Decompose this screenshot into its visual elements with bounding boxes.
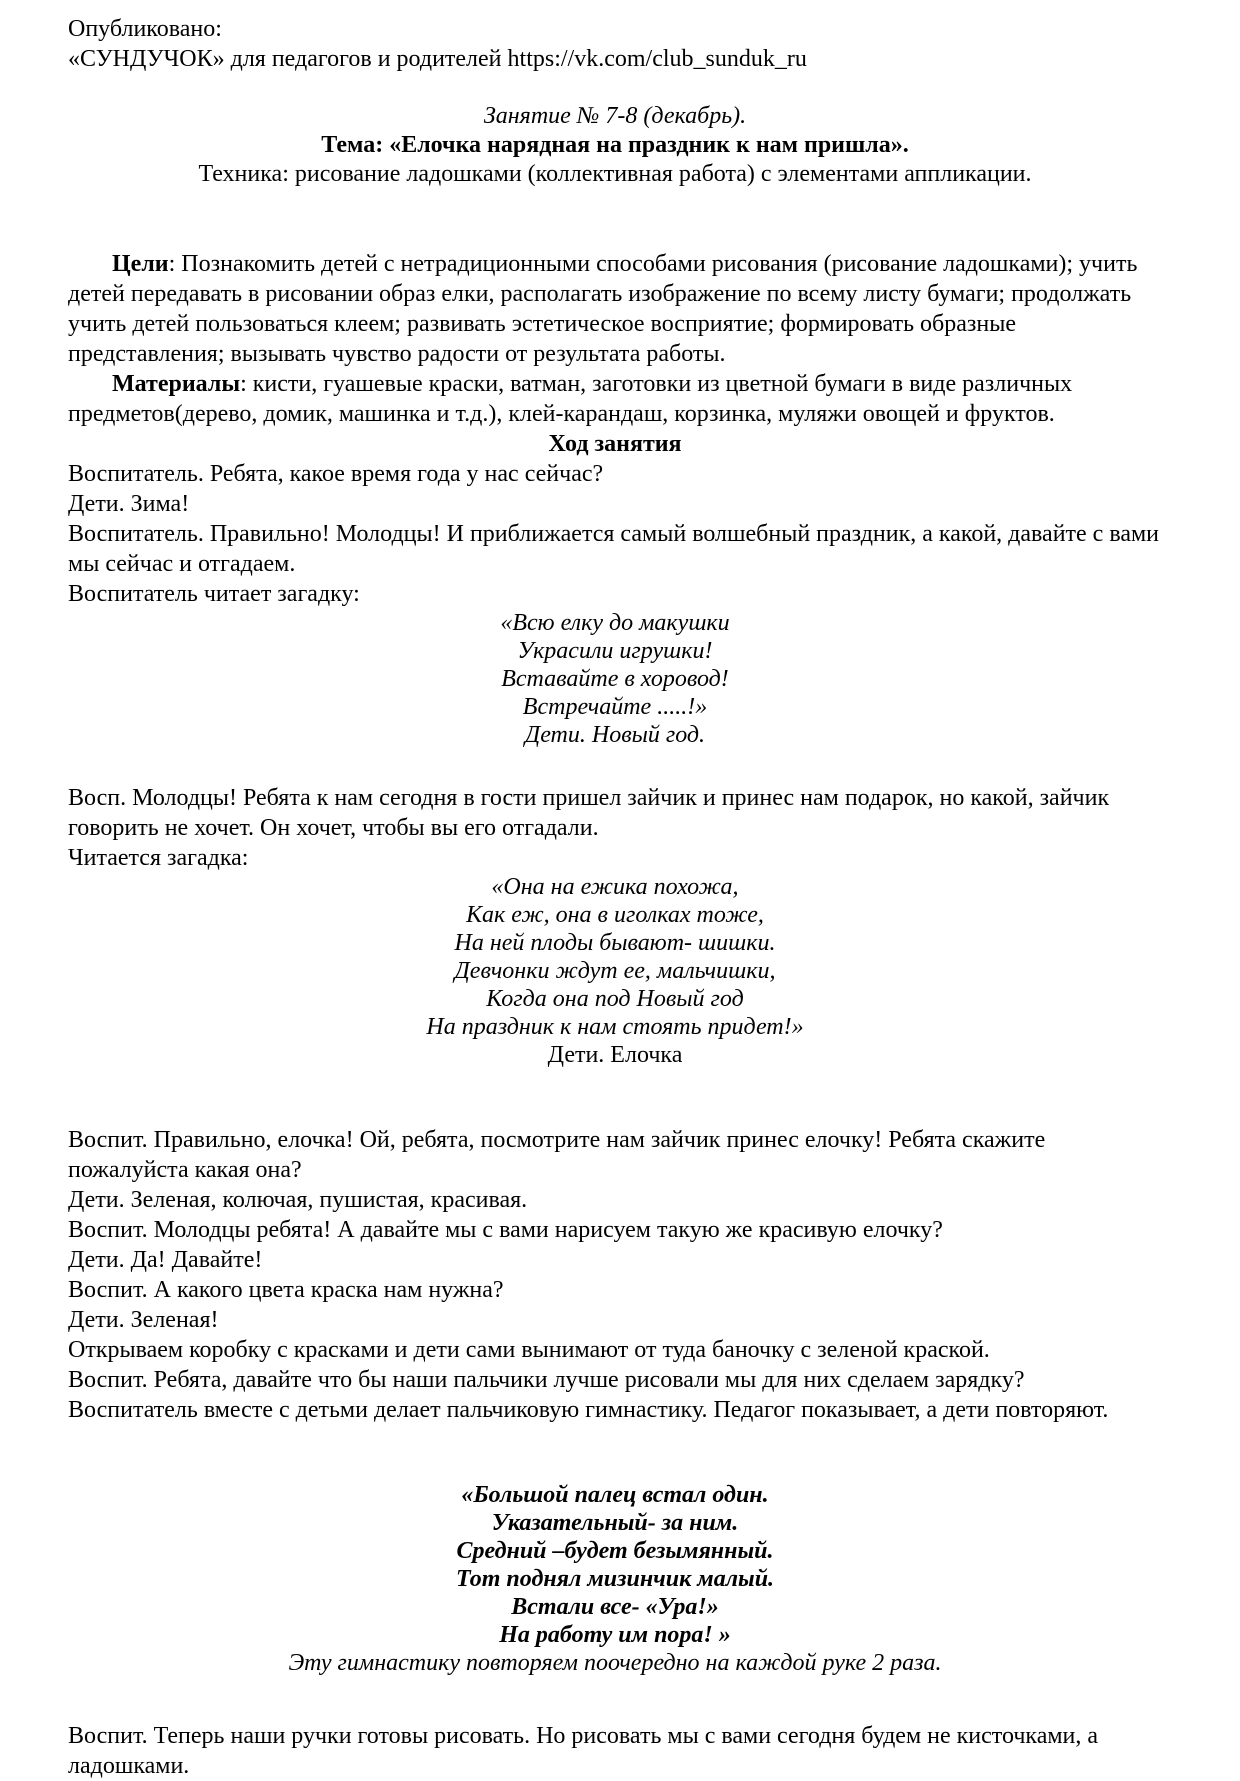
goals-label: Цели (112, 251, 169, 277)
spacer (68, 1425, 1162, 1481)
dialog-line: Воспитатель читает загадку: (68, 581, 360, 607)
dialog-line: Воспитатель вместе с детьми делает пальчиковую гимнастику. Педагог показывает, а дети повторяют. (68, 1397, 1109, 1423)
materials-text: : кисти, гуашевые краски, ватман, заготовки из цветной бумаги в виде различных предметов(дерево, домик, машинка и т.д.), клей-карандаш, корзинка, муляжи овощей и фруктов. (68, 371, 1073, 427)
dialog-line: Дети. Да! Давайте! (68, 1247, 263, 1273)
riddle-answer: Дети. Елочка (547, 1042, 683, 1068)
source-url: https://vk.com/club_sunduk_ru (507, 46, 807, 72)
goals-text: : Познакомить детей с нетрадиционными способами рисования (рисование ладошками); учить детей передавать в рисовании образ елки, располагать изображение по всему листу бумаги; продолжать учить детей пользоваться клеем; развивать эстетическое восприятие; формировать образные представления; вызывать чувство радости от результата работы. (68, 251, 1138, 367)
course-heading: Ход занятия (548, 431, 682, 457)
spacer (68, 1069, 1162, 1125)
source-prefix: «СУНДУЧОК» для педагогов и родителей (68, 46, 508, 72)
dialog-line: Открываем коробку с красками и дети сами вынимают от туда баночку с зеленой краской. (68, 1337, 990, 1363)
poem-line: На ней плоды бывают- шишки. (454, 930, 776, 956)
poem-line: Средний –будет безымянный. (456, 1538, 774, 1564)
spacer (68, 749, 1162, 783)
poem-line: Встали все- «Ура!» (511, 1594, 719, 1620)
spacer (68, 189, 1162, 249)
dialog-line: Дети. Зеленая, колючая, пушистая, красивая. (68, 1187, 528, 1213)
dialog-block-2 (68, 783, 1162, 873)
dialog-line: Читается загадка: (68, 845, 249, 871)
dialog-block-3 (68, 1125, 1162, 1425)
materials-paragraph (68, 369, 1162, 429)
riddle-1 (68, 609, 1162, 749)
source-line (68, 44, 1162, 74)
spacer (68, 1677, 1162, 1721)
dialog-line: Воспитатель. Ребята, какое время года у нас сейчас? (68, 461, 604, 487)
dialog-block-1 (68, 459, 1162, 609)
poem-line: «Она на ежика похожа, (491, 874, 739, 900)
dialog-line: Воспит. Ребята, давайте что бы наши пальчики лучше рисовали мы для них сделаем зарядку? (68, 1367, 1025, 1393)
poem-line: Указательный- за ним. (491, 1510, 739, 1536)
poem-line: «Всю елку до макушки (500, 610, 730, 636)
dialog-line: Восп. Молодцы! Ребята к нам сегодня в гости пришел зайчик и принес нам подарок, но какой, зайчик говорить не хочет. Он хочет, чтобы вы его отгадали. (68, 785, 1110, 841)
riddle-answer: Дети. Новый год. (524, 722, 706, 748)
gymnastics-note: Эту гимнастику повторяем поочередно на каждой руке 2 раза. (288, 1650, 942, 1676)
published-label: Опубликовано: (68, 16, 222, 42)
technique-line: Техника: рисование ладошками (коллективная работа) с элементами аппликации. (198, 161, 1032, 187)
poem-line: Вставайте в хоровод! (501, 666, 729, 692)
session-title: Занятие № 7-8 (декабрь). (483, 103, 747, 129)
poem-line: Когда она под Новый год (486, 986, 744, 1012)
poem-line: На работу им пора! » (499, 1622, 731, 1648)
materials-label: Материалы (112, 371, 241, 397)
dialog-line: Воспит. Молодцы ребята! А давайте мы с вами нарисуем такую же красивую елочку? (68, 1217, 943, 1243)
dialog-line: Воспитатель. Правильно! Молодцы! И приближается самый волшебный праздник, а какой, давайте с вами мы сейчас и отгадаем. (68, 521, 1160, 577)
closing-line: Воспит. Теперь наши ручки готовы рисовать. Но рисовать мы с вами сегодня будем не кисточками, а ладошками. (68, 1723, 1099, 1779)
poem-line: «Большой палец встал один. (461, 1482, 769, 1508)
dialog-line: Воспит. А какого цвета краска нам нужна? (68, 1277, 504, 1303)
goals-paragraph (68, 249, 1162, 369)
poem-line: Тот поднял мизинчик малый. (455, 1566, 775, 1592)
riddle-2 (68, 873, 1162, 1069)
poem-line: Как еж, она в иголках тоже, (466, 902, 764, 928)
finger-gymnastics-poem (68, 1481, 1162, 1677)
poem-line: На праздник к нам стоять придет!» (426, 1014, 804, 1040)
dialog-line: Воспит. Правильно, елочка! Ой, ребята, посмотрите нам зайчик принес елочку! Ребята скажите пожалуйста какая она? (68, 1127, 1046, 1183)
dialog-line: Дети. Зима! (68, 491, 190, 517)
spacer (68, 74, 1162, 102)
poem-line: Украсили игрушки! (517, 638, 713, 664)
theme-title: Тема: «Елочка нарядная на праздник к нам пришла». (321, 132, 909, 158)
poem-line: Девчонки ждут ее, мальчишки, (454, 958, 776, 984)
poem-line: Встречайте .....!» (522, 694, 708, 720)
dialog-line: Дети. Зеленая! (68, 1307, 219, 1333)
